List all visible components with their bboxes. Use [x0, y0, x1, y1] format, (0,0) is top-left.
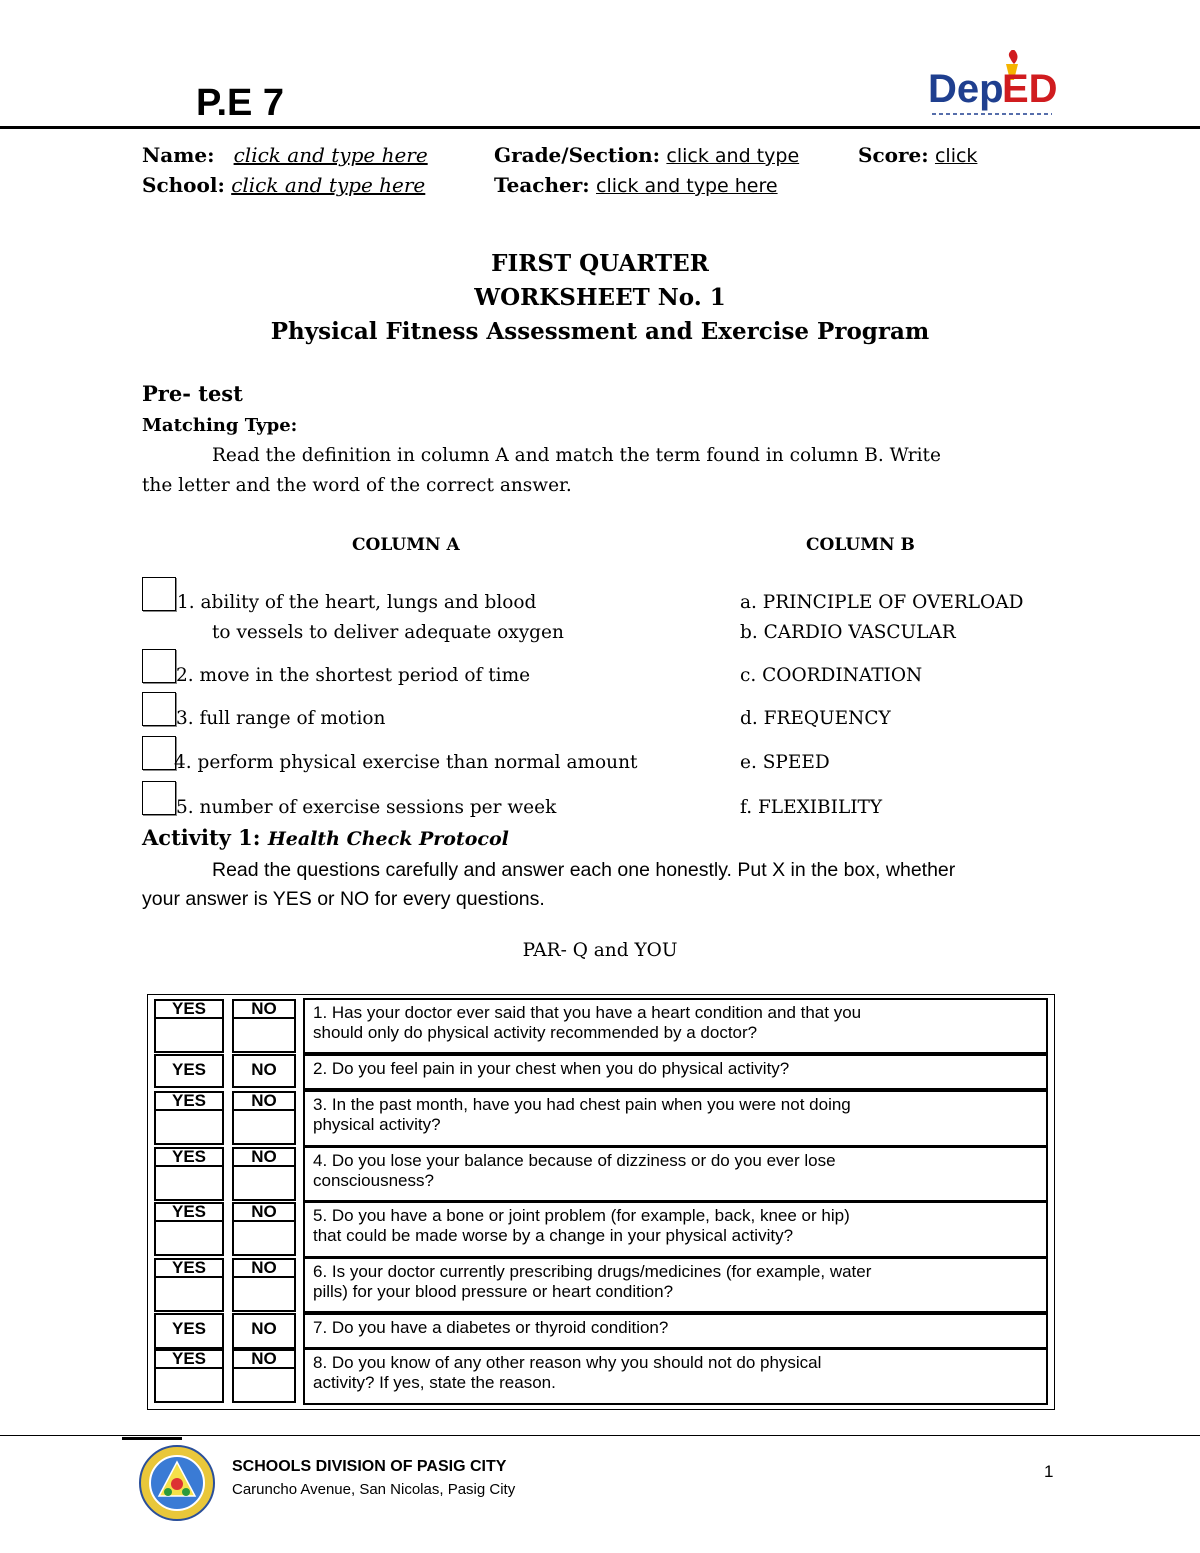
teacher-field — [494, 173, 778, 197]
yes-label-5: YES — [154, 1202, 224, 1222]
grade-label: Grade/Section: — [494, 143, 661, 167]
parq-question-2: 2. Do you feel pain in your chest when you do physical activity? — [303, 1054, 1048, 1090]
teacher-label: Teacher: — [494, 173, 590, 197]
no-label-7[interactable]: NO — [232, 1313, 296, 1349]
yes-box-6[interactable] — [154, 1276, 224, 1312]
pretest-instructions-line2: the letter and the word of the correct answer. — [142, 475, 572, 496]
no-box-1[interactable] — [232, 1017, 296, 1053]
score-field — [858, 143, 977, 167]
parq-question-4-line2: consciousness? — [313, 1171, 434, 1190]
column-a-item-5: 5. number of exercise sessions per week — [176, 797, 557, 818]
school-input[interactable]: click and type here — [231, 173, 426, 197]
header-divider — [0, 126, 1200, 129]
yes-box-1[interactable] — [154, 1017, 224, 1053]
no-label-6: NO — [232, 1258, 296, 1278]
yes-label-7[interactable]: YES — [154, 1313, 224, 1349]
parq-title: PAR- Q and YOU — [522, 940, 678, 961]
grade-field — [494, 143, 799, 167]
division-seal-icon — [138, 1444, 216, 1522]
no-label-3: NO — [232, 1091, 296, 1111]
page-title: P.E 7 — [196, 82, 285, 124]
yes-box-5[interactable] — [154, 1220, 224, 1256]
pretest-heading: Pre- test — [142, 381, 243, 406]
quarter-title: FIRST QUARTER — [491, 250, 709, 277]
parq-table — [147, 994, 1055, 1410]
parq-question-1-line2: should only do physical activity recommended by a doctor? — [313, 1023, 758, 1042]
grade-input[interactable]: click and type — [666, 145, 800, 167]
parq-question-4 — [303, 1146, 1048, 1202]
answer-box-2[interactable] — [142, 649, 176, 683]
parq-question-6 — [303, 1257, 1048, 1313]
parq-question-8 — [303, 1348, 1048, 1405]
parq-question-3-line2: physical activity? — [313, 1115, 441, 1134]
parq-question-6-line1: 6. Is your doctor currently prescribing drugs/medicines (for example, water — [313, 1262, 872, 1281]
column-a-item-3: 3. full range of motion — [176, 708, 386, 729]
no-box-4[interactable] — [232, 1165, 296, 1201]
answer-box-1[interactable] — [142, 577, 176, 611]
no-label-4: NO — [232, 1147, 296, 1167]
yes-label-4: YES — [154, 1147, 224, 1167]
activity-1-instructions-line2: your answer is YES or NO for every questions. — [142, 888, 545, 910]
column-b-item-a: a. PRINCIPLE OF OVERLOAD — [740, 592, 1024, 613]
parq-question-4-line1: 4. Do you lose your balance because of dizziness or do you ever lose — [313, 1151, 836, 1170]
score-label: Score: — [858, 143, 929, 167]
column-b-item-c: c. COORDINATION — [740, 665, 923, 686]
yes-box-4[interactable] — [154, 1165, 224, 1201]
worksheet-subtitle: Physical Fitness Assessment and Exercise Program — [270, 318, 930, 345]
no-box-6[interactable] — [232, 1276, 296, 1312]
column-b-item-f: f. FLEXIBILITY — [740, 797, 883, 818]
no-label-2[interactable]: NO — [232, 1054, 296, 1088]
answer-box-3[interactable] — [142, 692, 176, 726]
column-b-item-b: b. CARDIO VASCULAR — [740, 622, 956, 643]
column-b-header: COLUMN B — [806, 535, 915, 555]
yes-label-8: YES — [154, 1349, 224, 1369]
school-label: School: — [142, 173, 225, 197]
pretest-instructions-line1: Read the definition in column A and match the term found in column B. Write — [212, 445, 941, 466]
teacher-input[interactable]: click and type here — [596, 175, 778, 197]
no-label-5: NO — [232, 1202, 296, 1222]
name-input[interactable]: click and type here — [233, 143, 428, 167]
no-box-8[interactable] — [232, 1367, 296, 1403]
column-a-item-1-cont: to vessels to deliver adequate oxygen — [212, 622, 564, 643]
parq-question-1 — [303, 998, 1048, 1054]
yes-label-3: YES — [154, 1091, 224, 1111]
activity-1-instructions-line1: Read the questions carefully and answer each one honestly. Put X in the box, whether — [212, 859, 956, 881]
yes-box-3[interactable] — [154, 1109, 224, 1145]
no-box-5[interactable] — [232, 1220, 296, 1256]
column-b-item-d: d. FREQUENCY — [740, 708, 891, 729]
yes-label-6: YES — [154, 1258, 224, 1278]
activity-1-heading — [142, 825, 509, 850]
column-a-item-1: 1. ability of the heart, lungs and blood — [177, 592, 537, 613]
deped-logo — [922, 50, 1062, 120]
worksheet-title: WORKSHEET No. 1 — [474, 284, 726, 311]
matching-type-label: Matching Type: — [142, 415, 298, 436]
footer-divider — [0, 1435, 1200, 1436]
school-field — [142, 173, 425, 197]
yes-box-8[interactable] — [154, 1367, 224, 1403]
parq-question-5-line2: that could be made worse by a change in your physical activity? — [313, 1226, 794, 1245]
activity-1-name: Health Check Protocol — [267, 828, 509, 850]
no-box-3[interactable] — [232, 1109, 296, 1145]
parq-question-5 — [303, 1201, 1048, 1258]
logo-ed-text: ED — [1002, 67, 1058, 111]
parq-question-6-line2: pills) for your blood pressure or heart condition? — [313, 1282, 674, 1301]
no-label-1: NO — [232, 999, 296, 1019]
activity-1-label: Activity 1: — [142, 825, 261, 850]
footer-address: Caruncho Avenue, San Nicolas, Pasig City — [232, 1481, 516, 1498]
column-a-header: COLUMN A — [352, 535, 460, 555]
column-a-item-2: 2. move in the shortest period of time — [176, 665, 531, 686]
logo-dep-text: Dep — [928, 67, 1004, 111]
parq-question-8-line1: 8. Do you know of any other reason why you should not do physical — [313, 1353, 822, 1372]
parq-question-3-line1: 3. In the past month, have you had chest pain when you were not doing — [313, 1095, 851, 1114]
column-b-item-e: e. SPEED — [740, 752, 830, 773]
name-label: Name: — [142, 143, 215, 167]
answer-box-5[interactable] — [142, 781, 176, 815]
parq-question-8-line2: activity? If yes, state the reason. — [313, 1373, 556, 1392]
parq-question-5-line1: 5. Do you have a bone or joint problem (for example, back, knee or hip) — [313, 1206, 850, 1225]
no-label-8: NO — [232, 1349, 296, 1369]
yes-label-1: YES — [154, 999, 224, 1019]
parq-question-1-line1: 1. Has your doctor ever said that you have a heart condition and that you — [313, 1003, 862, 1022]
torch-flame-icon — [1009, 50, 1018, 64]
page-number: 1 — [1044, 1462, 1054, 1481]
footer-division: SCHOOLS DIVISION OF PASIG CITY — [232, 1458, 507, 1475]
parq-question-3 — [303, 1090, 1048, 1147]
yes-label-2[interactable]: YES — [154, 1054, 224, 1088]
answer-box-4[interactable] — [142, 736, 176, 770]
column-a-item-4: 4. perform physical exercise than normal amount — [174, 752, 638, 773]
footer-divider-accent — [122, 1437, 182, 1440]
name-field — [142, 143, 428, 167]
score-input[interactable]: click — [934, 145, 978, 167]
parq-question-7: 7. Do you have a diabetes or thyroid condition? — [303, 1313, 1048, 1349]
